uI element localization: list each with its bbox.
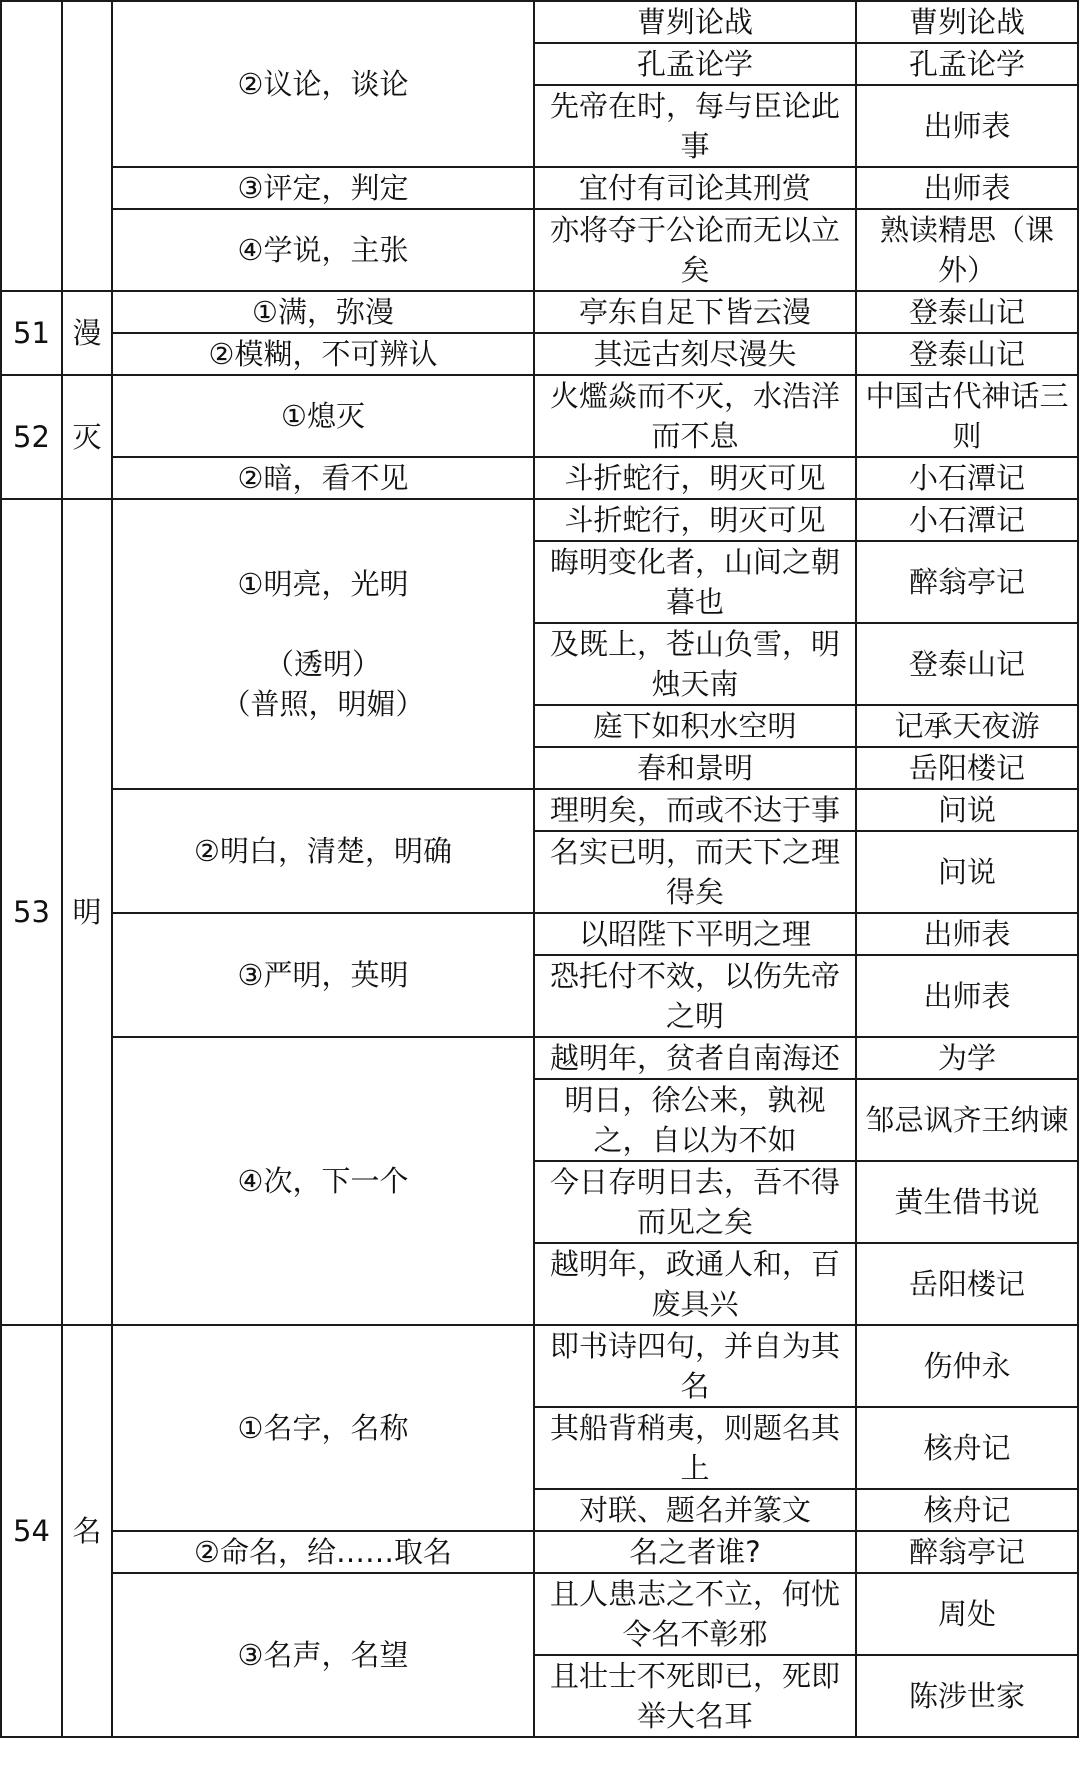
example-sentence: 晦明变化者，山间之朝暮也 xyxy=(534,541,856,623)
entry-number: 54 xyxy=(1,1325,62,1737)
example-sentence: 亭东自足下皆云漫 xyxy=(534,291,856,333)
sense-meaning-line: ②模糊，不可辨认 xyxy=(208,337,438,371)
sense-meaning-line xyxy=(117,604,529,644)
sense-meaning xyxy=(112,209,534,291)
table-row xyxy=(1,1,1078,43)
example-sentence: 理明矣，而或不达于事 xyxy=(534,789,856,831)
example-sentence: 宜付有司论其刑赏 xyxy=(534,167,856,209)
example-sentence: 先帝在时，每与臣论此事 xyxy=(534,85,856,167)
example-sentence: 名之者谁? xyxy=(534,1531,856,1573)
example-sentence: 其远古刻尽漫失 xyxy=(534,333,856,375)
example-source: 问说 xyxy=(856,831,1078,913)
example-sentence: 其船背稍夷，则题名其上 xyxy=(534,1407,856,1489)
example-source: 小石潭记 xyxy=(856,457,1078,499)
example-sentence: 越明年，贫者自南海还 xyxy=(534,1037,856,1079)
example-sentence: 名实已明，而天下之理得矣 xyxy=(534,831,856,913)
sense-meaning xyxy=(112,499,534,789)
table-row xyxy=(1,789,1078,831)
example-source: 陈涉世家 xyxy=(856,1655,1078,1737)
sense-meaning-line: ②明白，清楚，明确 xyxy=(194,834,452,868)
table-row xyxy=(1,291,1078,333)
sense-meaning-line: ①满，弥漫 xyxy=(252,295,394,329)
example-source: 中国古代神话三则 xyxy=(856,375,1078,457)
sense-meaning xyxy=(112,1531,534,1573)
example-sentence: 斗折蛇行，明灭可见 xyxy=(534,499,856,541)
table-row xyxy=(1,1037,1078,1079)
entry-number: 53 xyxy=(1,499,62,1325)
sense-meaning-line: ①名字，名称 xyxy=(237,1411,409,1445)
example-source: 为学 xyxy=(856,1037,1078,1079)
sense-meaning-line: ②暗，看不见 xyxy=(237,461,409,495)
example-source: 登泰山记 xyxy=(856,291,1078,333)
example-source: 周处 xyxy=(856,1573,1078,1655)
example-sentence: 孔孟论学 xyxy=(534,43,856,85)
entry-number: 52 xyxy=(1,375,62,499)
example-source: 出师表 xyxy=(856,913,1078,955)
example-sentence: 曹刿论战 xyxy=(534,1,856,43)
entry-number xyxy=(1,1,62,291)
example-source: 出师表 xyxy=(856,955,1078,1037)
table-row xyxy=(1,1573,1078,1655)
sense-meaning xyxy=(112,333,534,375)
sense-meaning xyxy=(112,789,534,913)
example-source: 醉翁亭记 xyxy=(856,1531,1078,1573)
example-sentence: 恐托付不效，以伤先帝之明 xyxy=(534,955,856,1037)
example-sentence: 对联、题名并篆文 xyxy=(534,1489,856,1531)
sense-meaning xyxy=(112,167,534,209)
table-row xyxy=(1,1325,1078,1407)
sense-meaning xyxy=(112,913,534,1037)
table-row xyxy=(1,333,1078,375)
example-sentence: 斗折蛇行，明灭可见 xyxy=(534,457,856,499)
entry-character xyxy=(62,1,112,291)
table-row xyxy=(1,209,1078,291)
table-body xyxy=(1,1,1078,1737)
example-source: 邹忌讽齐王纳谏 xyxy=(856,1079,1078,1161)
table-row xyxy=(1,913,1078,955)
example-source: 醉翁亭记 xyxy=(856,541,1078,623)
example-source: 核舟记 xyxy=(856,1407,1078,1489)
sense-meaning-line: ①明亮，光明 xyxy=(237,567,409,601)
sense-meaning xyxy=(112,457,534,499)
entry-character: 漫 xyxy=(62,291,112,375)
sense-meaning-line: （普照，明媚） xyxy=(221,687,425,721)
example-sentence: 且人患志之不立，何忧令名不彰邪 xyxy=(534,1573,856,1655)
example-source: 熟读精思（课外） xyxy=(856,209,1078,291)
example-source: 岳阳楼记 xyxy=(856,747,1078,789)
sense-meaning-line: ②命名，给……取名 xyxy=(194,1535,452,1569)
example-sentence: 且壮士不死即已，死即举大名耳 xyxy=(534,1655,856,1737)
example-source: 问说 xyxy=(856,789,1078,831)
example-source: 岳阳楼记 xyxy=(856,1243,1078,1325)
sense-meaning-line: （透明） xyxy=(264,647,381,681)
example-source: 登泰山记 xyxy=(856,333,1078,375)
example-source: 小石潭记 xyxy=(856,499,1078,541)
example-source: 伤仲永 xyxy=(856,1325,1078,1407)
table-row xyxy=(1,167,1078,209)
sense-meaning xyxy=(112,1325,534,1531)
example-source: 黄生借书说 xyxy=(856,1161,1078,1243)
sense-meaning xyxy=(112,291,534,333)
sense-meaning xyxy=(112,1573,534,1737)
entry-number: 51 xyxy=(1,291,62,375)
example-source: 登泰山记 xyxy=(856,623,1078,705)
example-sentence: 即书诗四句，并自为其名 xyxy=(534,1325,856,1407)
example-source: 出师表 xyxy=(856,167,1078,209)
example-source: 记承天夜游 xyxy=(856,705,1078,747)
example-source: 核舟记 xyxy=(856,1489,1078,1531)
sense-meaning xyxy=(112,1,534,167)
example-source: 曹刿论战 xyxy=(856,1,1078,43)
sense-meaning xyxy=(112,1037,534,1325)
sense-meaning xyxy=(112,375,534,457)
example-source: 孔孟论学 xyxy=(856,43,1078,85)
example-sentence: 春和景明 xyxy=(534,747,856,789)
table-row xyxy=(1,457,1078,499)
table-row xyxy=(1,375,1078,457)
sense-meaning-line: ③名声，名望 xyxy=(237,1638,409,1672)
entry-character: 明 xyxy=(62,499,112,1325)
sense-meaning-line: ③评定，判定 xyxy=(237,171,409,205)
sense-meaning-line: ②议论，谈论 xyxy=(237,67,409,101)
sense-meaning-line: ①熄灭 xyxy=(281,399,365,433)
example-sentence: 火爁焱而不灭，水浩洋而不息 xyxy=(534,375,856,457)
sense-meaning-line: ③严明，英明 xyxy=(237,958,409,992)
example-sentence: 越明年，政通人和，百废具兴 xyxy=(534,1243,856,1325)
example-sentence: 及既上，苍山负雪，明烛天南 xyxy=(534,623,856,705)
example-sentence: 今日存明日去，吾不得而见之矣 xyxy=(534,1161,856,1243)
example-sentence: 庭下如积水空明 xyxy=(534,705,856,747)
sense-meaning-line: ④次，下一个 xyxy=(237,1164,409,1198)
table-row xyxy=(1,499,1078,541)
entry-character: 名 xyxy=(62,1325,112,1737)
example-source: 出师表 xyxy=(856,85,1078,167)
example-sentence: 以昭陛下平明之理 xyxy=(534,913,856,955)
sense-meaning-line: ④学说，主张 xyxy=(237,233,409,267)
table-row xyxy=(1,1531,1078,1573)
example-sentence: 亦将夺于公论而无以立矣 xyxy=(534,209,856,291)
entry-character: 灭 xyxy=(62,375,112,499)
example-sentence: 明日，徐公来，孰视之，自以为不如 xyxy=(534,1079,856,1161)
